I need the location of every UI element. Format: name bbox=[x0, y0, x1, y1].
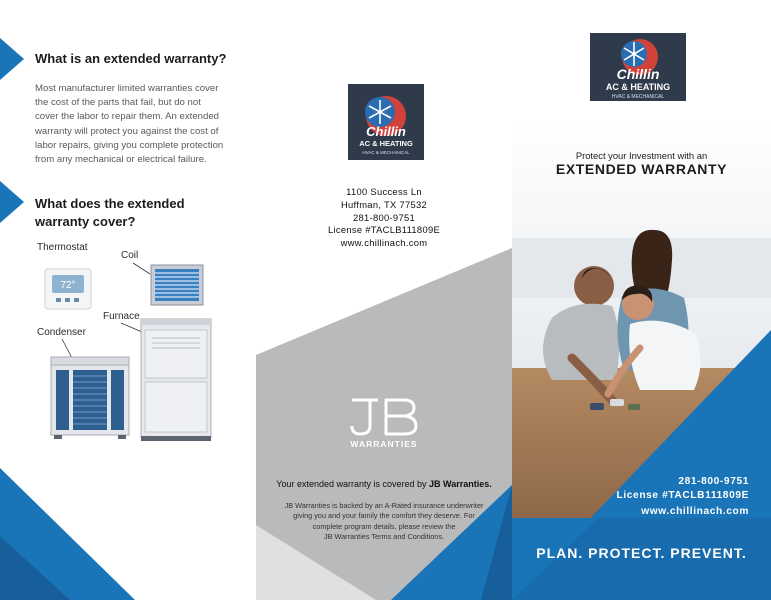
q1-body-line: from any mechanical or electrical failure. bbox=[35, 154, 207, 166]
furnace-label: Furnace bbox=[103, 311, 140, 322]
svg-text:HVAC & MECHANICAL: HVAC & MECHANICAL bbox=[362, 150, 410, 155]
jb-warranties-logo bbox=[342, 392, 426, 450]
furnace-icon bbox=[140, 318, 212, 442]
address-website[interactable]: www.chillinach.com bbox=[340, 237, 428, 249]
thermostat-display: 72° bbox=[60, 280, 76, 291]
coil-label: Coil bbox=[121, 250, 139, 261]
jb-heading: Your extended warranty is covered by JB Warranties. bbox=[276, 479, 492, 489]
q1-heading: What is an extended warranty? bbox=[35, 51, 227, 66]
address-street: 1100 Success Ln bbox=[346, 186, 422, 197]
company-logo-small bbox=[348, 84, 424, 160]
address-license: License #TACLB111809E bbox=[327, 224, 441, 236]
panel-front-cover bbox=[512, 0, 771, 600]
cover-title: EXTENDED WARRANTY bbox=[555, 161, 728, 177]
cover-slogan: PLAN. PROTECT. PREVENT. bbox=[536, 545, 747, 561]
q1-body-line: labor repairs, giving you complete protection bbox=[35, 139, 224, 151]
cover-phone: 281-800-9751 bbox=[678, 476, 749, 487]
cover-tagline: Protect your Investment with an bbox=[575, 150, 708, 161]
cover-license: License #TACLB111809E bbox=[616, 490, 749, 501]
svg-text:Chillin: Chillin bbox=[366, 124, 406, 139]
svg-text:WARRANTIES: WARRANTIES bbox=[350, 439, 418, 449]
q1-body-line: warranty will protect you against the cost of bbox=[35, 125, 219, 137]
jb-description-line: giving you and your family the comfort they deserve. For bbox=[293, 511, 475, 521]
cover-contact bbox=[617, 475, 749, 519]
q2-heading: What does the extended warranty cover? bbox=[35, 196, 185, 229]
address-city: Huffman, TX 77532 bbox=[340, 198, 428, 210]
q1-body-line: cover the labor to repair them. An extended bbox=[35, 111, 219, 123]
svg-text:HVAC & MECHANICAL: HVAC & MECHANICAL bbox=[611, 94, 665, 100]
jb-description-line: JB Warranties Terms and Conditions. bbox=[323, 532, 445, 542]
thermostat-label: Thermostat bbox=[37, 242, 88, 253]
address-block bbox=[256, 186, 512, 250]
thermostat-icon bbox=[44, 268, 92, 310]
section-marker-2 bbox=[0, 181, 24, 223]
condenser-label: Condenser bbox=[37, 327, 86, 338]
svg-text:AC & HEATING: AC & HEATING bbox=[605, 82, 671, 92]
q1-body bbox=[35, 82, 235, 167]
svg-text:AC & HEATING: AC & HEATING bbox=[359, 139, 413, 148]
q1-body-line: the cost of the parts that fail, but do not bbox=[35, 97, 201, 109]
jb-description bbox=[274, 501, 494, 543]
company-logo-large bbox=[590, 33, 686, 101]
jb-description-line: JB Warranties is backed by an A-Rated insurance underwriter bbox=[284, 501, 484, 510]
coil-pointer bbox=[132, 262, 152, 276]
section-marker-1 bbox=[0, 38, 24, 80]
svg-text:Chillin: Chillin bbox=[616, 66, 660, 82]
condenser-icon bbox=[50, 356, 130, 440]
address-phone: 281-800-9751 bbox=[353, 211, 415, 223]
panel-warranty-info bbox=[0, 0, 256, 600]
coil-icon bbox=[150, 264, 204, 306]
jb-description-line: complete program details, please review the bbox=[312, 521, 456, 531]
q1-body-line: Most manufacturer limited warranties cover bbox=[35, 83, 219, 94]
panel-back-cover bbox=[256, 0, 512, 600]
cover-website[interactable]: www.chillinach.com bbox=[641, 506, 749, 517]
